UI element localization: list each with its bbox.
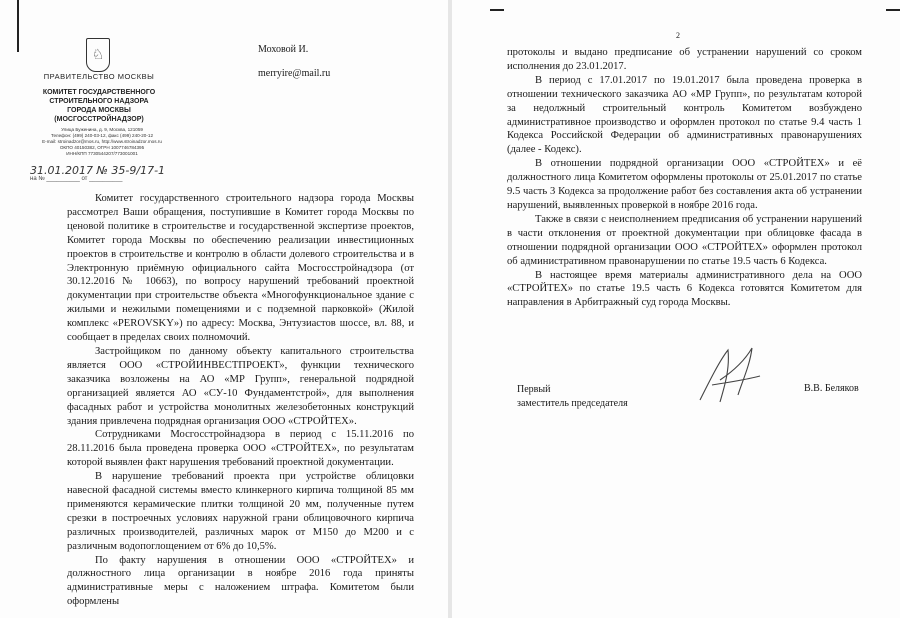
committee-name (24, 88, 174, 124)
letter-page-1 (0, 0, 448, 618)
address-line: Улица Буженина, д. 9, Москва, 121059 (61, 127, 143, 132)
recipient-email: merryire@mail.ru (258, 68, 331, 79)
committee-line: ГОРОДА МОСКВЫ (67, 107, 131, 114)
paragraph: Также в связи с неисполнением предписания об устранении нарушений в части отклонения от проектной документации при облицовке фасада в отношении подрядной организации ООО «СТРОЙТЕХ» оформлен протокол об административном правонарушении по статье 19.5 часть 6 Кодекса. (507, 213, 862, 267)
scan-edge-mark (490, 9, 504, 11)
committee-line: СТРОИТЕЛЬНОГО НАДЗОРА (49, 98, 149, 105)
handwritten-signature (690, 340, 770, 410)
letter-body (67, 192, 414, 609)
signatory-name: В.В. Беляков (804, 383, 859, 394)
paragraph: В нарушение требований проекта при устройстве облицовки навесной фасадной системы вместо клинкерного кирпича толщиной 85 мм применяются керамические плитки толщиной 20 мм, полученные путем срезки в построечных условиях наружной грани облицовочного кирпича различных производителей, различных марок от М150 до М200 и с различным водопоглощением от 6% до 10,5%. (67, 471, 414, 552)
recipient-name: Моховой И. (258, 44, 309, 55)
signatory-title-line: заместитель председателя (517, 398, 628, 409)
paragraph: В настоящее время материалы административного дела на ООО «СТРОЙТЕХ» по статье 19.5 часть 6 Кодекса готовятся Комитетом для направления в Арбитражный суд города Москвы. (507, 269, 862, 309)
handwritten-reference: 31.01.2017 № 35-9/17-1 (30, 164, 166, 177)
committee-line: (МОСГОССТРОЙНАДЗОР) (54, 116, 144, 123)
scan-edge-mark (886, 9, 900, 11)
paragraph: Сотрудниками Мосгосстройнадзора в период с 15.11.2016 по 28.11.2016 была проведена проверка ООО «СТРОЙТЕХ», по результатам которой выявлен факт нарушения требований проектной документации. (67, 429, 414, 469)
letter-body-continued (507, 46, 862, 310)
address-line: Телефон: (499) 240-03-12, факс (499) 240-20-12 (50, 133, 154, 138)
signatory-title (517, 383, 628, 411)
paragraph: Комитет государственного строительного надзора города Москвы рассмотрел Ваши обращения, поступившие в Комитет города Москвы по ценовой политике в строительстве и государственной экспертизе проектов, Комитет города Москвы по обеспечению реализации инвестиционных проектов в строительстве и контролю в области долевого строительства и в Электронную приёмную официального сайта Мосгосстройнадзора (от 30.12.2016 № 10663), по вопросу нарушений требований проектной документации при строительстве объекта «Многофункциональное здание с жилыми и нежилыми помещениями и с подземной парковкой» (Жилой комплекс «PEROVSKY») по адресу: Москва, Энтузиастов шоссе, вл. 88, и сообщает в пределах своих полномочий. (67, 193, 414, 344)
page-number: 2 (676, 31, 680, 40)
reference-line: на № __________ от __________ (30, 176, 123, 182)
scan-edge-mark (17, 0, 19, 52)
committee-line: КОМИТЕТ ГОСУДАРСТВЕННОГО (42, 89, 156, 96)
paragraph: протоколы и выдано предписание об устранении нарушений со сроком исполнения до 23.01.2017. (507, 47, 862, 72)
moscow-coat-of-arms-icon: ♘ (86, 38, 110, 72)
paragraph: В отношении подрядной организации ООО «СТРОЙТЕХ» и её должностного лица Комитетом оформлены протоколы от 25.01.2017 по статье 9.5 часть 3 Кодекса за продолжение работ без составления акта об устранении нарушений, выявленных проверкой в ноябре 2016 года. (507, 158, 862, 211)
address-line: E-mail: stroinadzor@mos.ru, http://www.stroinadzor.mos.ru (42, 139, 162, 144)
address-line: ИНН/КПП 7730544207/773001001 (66, 151, 138, 156)
paragraph: По факту нарушения в отношении ООО «СТРОЙТЕХ» и должностного лица организации в ноябре 2016 года приняты административные меры с наложением штрафа. Комитетом были оформлены (67, 554, 414, 608)
address-line: ОКПО 40150382, ОГРН 1007746784395 (59, 145, 145, 150)
address-block (32, 127, 172, 157)
government-name: ПРАВИТЕЛЬСТВО МОСКВЫ (43, 72, 155, 81)
signatory-title-line: Первый (517, 384, 551, 395)
paragraph: В период с 17.01.2017 по 19.01.2017 была проведена проверка в отношении технического заказчика АО «МР Групп», по результатам которой за недолжный строительный контроль Комитетом возбуждено административное производство и оформлен протокол по статье 9.4 часть 1 Кодекса Российской Федерации об административных правонарушениях (далее - Кодекс). (507, 74, 862, 156)
paragraph: Застройщиком по данному объекту капитального строительства является ООО «СТРОЙИНВЕСТПРОЕКТ», функции технического заказчика возложены на АО «МР Групп», генеральной подрядной организацией является АО «СУ-10 Фундаментстрой», для выполнения фасадных работ и устройства монолитных железобетонных конструкций здания привлечена подрядная организация ООО «СТРОЙТЕХ». (67, 345, 414, 427)
